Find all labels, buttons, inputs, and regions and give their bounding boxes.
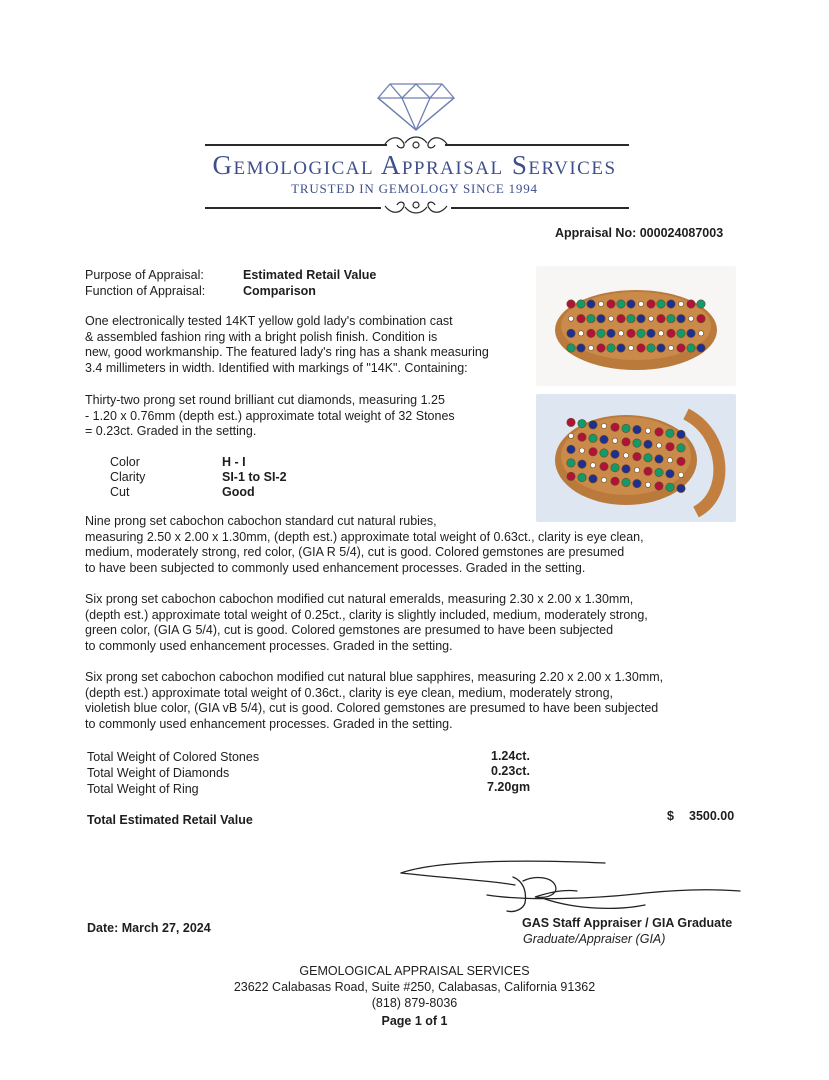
emerald-line: Six prong set cabochon cabochon modified cut natural emeralds, measuring 2.30 x 2.00 x 1.30mm, [85, 592, 634, 606]
diamond-line: - 1.20 x 0.76mm (depth est.) approximate total weight of 32 Stones [85, 408, 455, 423]
total-colored-label: Total Weight of Colored Stones [87, 750, 260, 764]
total-diamonds-label: Total Weight of Diamonds [87, 766, 230, 780]
grade-value-clarity: SI-1 to SI-2 [222, 470, 287, 484]
grade-label-clarity: Clarity [110, 470, 146, 484]
retail-currency: $ [667, 809, 674, 823]
appraisal-date: Date: March 27, 2024 [87, 921, 211, 935]
diamond-logo-icon [376, 82, 456, 132]
grade-label-color: Color [110, 455, 140, 469]
sapphire-description [85, 670, 735, 732]
description-line: new, good workmanship. The featured lady's ring has a shank measuring [85, 345, 489, 360]
emerald-line: to commonly used enhancement processes. Graded in the setting. [85, 638, 453, 653]
footer-page-number: Page 1 of 1 [381, 1014, 448, 1028]
ruby-line: to have been subjected to commonly used enhancement processes. Graded in the setting. [85, 560, 586, 575]
grade-label-cut: Cut [110, 485, 130, 499]
sapphire-line: violetish blue color, (GIA vB 5/4), cut is good. Colored gemstones are presumed to have been subjected [85, 701, 659, 716]
purpose-value: Estimated Retail Value [243, 268, 377, 282]
ruby-line: Nine prong set cabochon cabochon standard cut natural rubies, [85, 514, 437, 528]
retail-value: 3500.00 [689, 809, 735, 823]
purpose-label: Purpose of Appraisal: [85, 268, 204, 282]
function-label: Function of Appraisal: [85, 284, 206, 298]
ring-photo-front [536, 266, 736, 386]
header-rule-top-left [205, 144, 387, 146]
total-ring-label: Total Weight of Ring [87, 782, 199, 796]
footer-company: GEMOLOGICAL APPRAISAL SERVICES [299, 964, 530, 978]
ruby-line: measuring 2.50 x 2.00 x 1.30mm, (depth est.) approximate total weight of 0.63ct., clarity is eye clean, [85, 529, 644, 544]
description-line: & assembled fashion ring with a bright polish finish. Condition is [85, 329, 438, 344]
total-diamonds-value: 0.23ct. [491, 764, 530, 778]
sapphire-line: (depth est.) approximate total weight of 0.36ct., clarity is eye clean, medium, moderately strong, [85, 685, 614, 700]
total-ring-value: 7.20gm [487, 780, 531, 794]
function-value: Comparison [243, 284, 316, 298]
appraisal-number: Appraisal No: 000024087003 [555, 226, 724, 240]
appraiser-title: GAS Staff Appraiser / GIA Graduate [522, 916, 733, 930]
sapphire-line: Six prong set cabochon cabochon modified cut natural blue sapphires, measuring 2.20 x 2.00 x 1.30mm, [85, 670, 664, 684]
emerald-line: green color, (GIA G 5/4), cut is good. Colored gemstones are presumed to have been subjected [85, 623, 614, 638]
emerald-description [85, 592, 735, 654]
footer-address: 23622 Calabasas Road, Suite #250, Calabasas, California 91362 [233, 980, 596, 994]
ring-photo-angle [536, 394, 736, 522]
ruby-line: medium, moderately strong, red color, (GIA R 5/4), cut is good. Colored gemstones are presumed [85, 545, 625, 560]
description-line: 3.4 millimeters in width. Identified with markings of "14K". Containing: [85, 360, 468, 375]
company-name: Gemological Appraisal Services [212, 150, 617, 180]
grade-value-color: H - I [222, 455, 246, 469]
company-tagline: TRUSTED IN GEMOLOGY SINCE 1994 [291, 181, 538, 196]
retail-value-label: Total Estimated Retail Value [87, 813, 253, 827]
appraiser-subtitle: Graduate/Appraiser (GIA) [523, 932, 666, 946]
appraiser-signature [395, 855, 745, 920]
header-rule-bottom-left [205, 207, 381, 209]
footer-phone: (818) 879-8036 [371, 996, 458, 1010]
emerald-line: (depth est.) approximate total weight of 0.25ct., clarity is slightly included, medium, moderately strong, [85, 607, 648, 622]
header-rule-top-right [445, 144, 629, 146]
header-rule-bottom-right [451, 207, 629, 209]
description-line: One electronically tested 14KT yellow gold lady's combination cast [85, 314, 453, 328]
grade-value-cut: Good [222, 485, 255, 499]
diamond-line: Thirty-two prong set round brilliant cut diamonds, measuring 1.25 [85, 393, 445, 407]
total-colored-value: 1.24ct. [491, 749, 530, 763]
flourish-bottom-icon [381, 196, 451, 218]
diamond-line: = 0.23ct. Graded in the setting. [85, 424, 257, 439]
ruby-description [85, 514, 735, 576]
sapphire-line: to commonly used enhancement processes. Graded in the setting. [85, 716, 453, 731]
